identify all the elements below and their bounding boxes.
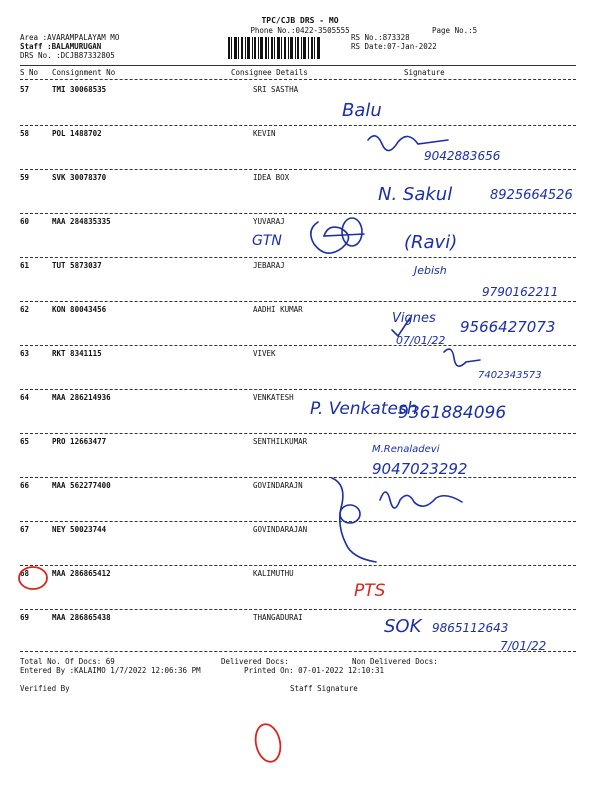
row-consignment: SVK 30078370 <box>52 173 107 182</box>
row-rule <box>20 257 576 258</box>
hw-r64-a: P. Venkatesh <box>310 399 418 419</box>
row-consignee: GOVINDARAJAN <box>253 525 308 534</box>
row-consignee: JEBARAJ <box>253 261 285 270</box>
table-row <box>20 173 576 185</box>
red-circle-bottom <box>252 722 283 764</box>
row-consignee: AADHI KUMAR <box>253 305 303 314</box>
hw-r61-a: Jebish <box>414 264 447 277</box>
row-consignment: MAA 286865438 <box>52 613 111 622</box>
rs-date: RS Date:07-Jan-2022 <box>351 42 437 51</box>
row-consignee: IDEA BOX <box>253 173 290 182</box>
entered-by: Entered By :KALAIMO 1/7/2022 12:06:36 PM <box>20 666 201 675</box>
row-rule <box>20 169 576 170</box>
hw-r65-a: M.Renaladevi <box>372 444 440 455</box>
hw-r69-a: SOK <box>384 616 422 637</box>
row-sno: 69 <box>20 613 30 622</box>
rs-number: RS No.:873328 <box>351 33 410 42</box>
table-row <box>20 349 576 361</box>
hw-r65-b: 9047023292 <box>372 460 468 478</box>
hw-r62-phone: 9566427073 <box>460 318 556 336</box>
table-row <box>20 129 576 141</box>
footer-rule <box>20 651 576 652</box>
row-sno: 68 <box>20 569 30 578</box>
table-row <box>20 569 576 581</box>
row-consignment: POL 1488702 <box>52 129 102 138</box>
row-consignment: MAA 284835335 <box>52 217 111 226</box>
non-delivered-docs: Non Delivered Docs: <box>352 657 438 666</box>
row-consignee: SRI SASTHA <box>253 85 299 94</box>
row-sno: 59 <box>20 173 30 182</box>
row-consignee: YUVARAJ <box>253 217 285 226</box>
drs-number: DRS No. :DCJB87332805 <box>20 51 115 60</box>
row-rule <box>20 433 576 434</box>
table-row <box>20 217 576 229</box>
row-rule <box>20 301 576 302</box>
area-field: Area :AVARAMPALAYAM MO <box>20 33 120 42</box>
row-consignment: TMI 30068535 <box>52 85 107 94</box>
table-row <box>20 393 576 405</box>
printed-on: Printed On: 07-01-2022 12:10:31 <box>244 666 384 675</box>
staff-signature: Staff Signature <box>290 684 358 693</box>
row-consignee: KEVIN <box>253 129 276 138</box>
hw-r61-b: 9790162211 <box>482 285 559 299</box>
row-consignee: SENTHILKUMAR <box>253 437 308 446</box>
header-rule-top <box>20 65 576 66</box>
row-consignment: PRO 12663477 <box>52 437 107 446</box>
signature-mark-62 <box>392 318 410 336</box>
delivered-docs: Delivered Docs: <box>221 657 289 666</box>
table-row <box>20 85 576 97</box>
row-rule <box>20 389 576 390</box>
col-sno: S No <box>20 68 39 77</box>
col-signature: Signature <box>404 68 445 77</box>
report-title: TPC/CJB DRS - MO <box>261 16 339 25</box>
table-row <box>20 437 576 449</box>
row-sno: 60 <box>20 217 30 226</box>
row-consignment: RKT 8341115 <box>52 349 102 358</box>
row-consignment: KON 80043456 <box>52 305 107 314</box>
table-row <box>20 261 576 273</box>
table-row <box>20 481 576 493</box>
header-rule-bottom <box>20 79 576 80</box>
hw-r57: Balu <box>342 100 382 121</box>
row-rule <box>20 213 576 214</box>
table-row <box>20 305 576 317</box>
col-consignee: Consignee Details <box>231 68 308 77</box>
hw-r69-c: 7/01/22 <box>500 639 547 653</box>
row-rule <box>20 345 576 346</box>
row-sno: 63 <box>20 349 30 358</box>
hw-r62-a: Vignes <box>392 311 436 326</box>
row-rule <box>20 565 576 566</box>
row-consignment: TUT 5873037 <box>52 261 102 270</box>
row-sno: 61 <box>20 261 30 270</box>
barcode-image <box>228 37 320 59</box>
hw-r62-date: 07/01/22 <box>396 334 446 347</box>
verified-by: Verified By <box>20 684 70 693</box>
staff-field: Staff :BALAMURUGAN <box>20 42 102 51</box>
row-consignee: GOVINDARAJN <box>253 481 303 490</box>
hw-r60-a: GTN <box>252 233 282 249</box>
hw-r59-phone: 8925664526 <box>490 188 573 203</box>
phone-number: Phone No.:0422-3505555 <box>250 26 350 35</box>
row-consignee: KALIMUTHU <box>253 569 294 578</box>
hw-r60-b: (Ravi) <box>404 232 458 253</box>
row-rule <box>20 521 576 522</box>
hw-r69-b: 9865112643 <box>432 621 509 635</box>
row-sno: 62 <box>20 305 30 314</box>
hw-r68: PTS <box>354 581 386 601</box>
total-docs: Total No. Of Docs: 69 <box>20 657 115 666</box>
row-consignment: MAA 286865412 <box>52 569 111 578</box>
row-rule <box>20 609 576 610</box>
hw-r58: 9042883656 <box>424 149 501 163</box>
row-sno: 58 <box>20 129 30 138</box>
row-rule <box>20 477 576 478</box>
table-row <box>20 613 576 625</box>
row-consignee: VIVEK <box>253 349 276 358</box>
row-sno: 66 <box>20 481 30 490</box>
row-consignment: MAA 562277400 <box>52 481 111 490</box>
row-consignment: MAA 286214936 <box>52 393 111 402</box>
signature-scribble-66 <box>380 492 462 508</box>
row-consignee: THANGADURAI <box>253 613 303 622</box>
row-consignment: NEY 50023744 <box>52 525 107 534</box>
row-sno: 65 <box>20 437 30 446</box>
page-number: Page No.:5 <box>432 26 478 35</box>
hw-r63: 7402343573 <box>478 370 542 381</box>
row-sno: 67 <box>20 525 30 534</box>
table-row <box>20 525 576 537</box>
row-consignee: VENKATESH <box>253 393 294 402</box>
col-consignment: Consignment No <box>52 68 116 77</box>
row-sno: 64 <box>20 393 30 402</box>
row-sno: 57 <box>20 85 30 94</box>
hw-r59-name: N. Sakul <box>378 184 453 205</box>
hw-r64-b: 9361884096 <box>398 403 507 423</box>
row-rule <box>20 125 576 126</box>
